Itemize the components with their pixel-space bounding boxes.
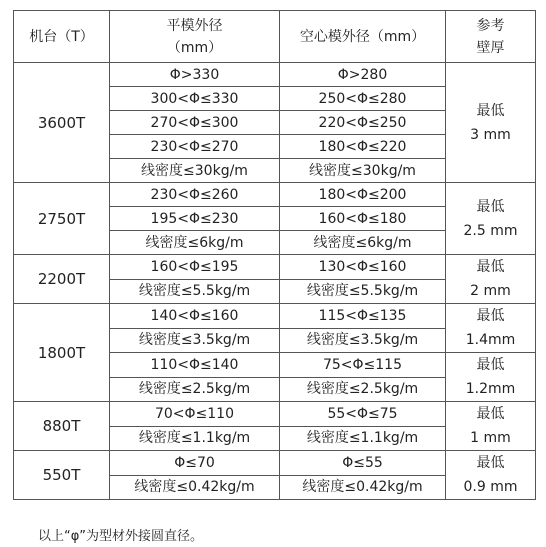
reference-wall-line: 最低: [476, 406, 505, 422]
table-row: [14, 451, 536, 476]
reference-wall-line: 最低: [476, 198, 505, 215]
reference-wall-cell: [446, 183, 536, 255]
table-row: [14, 402, 536, 427]
hollow-die-cell: 130<Φ≤160: [280, 255, 446, 280]
table-row: [14, 255, 536, 280]
reference-wall-cell: [446, 353, 536, 402]
hollow-die-cell: 线密度≤2.5kg/m: [280, 377, 446, 402]
flat-die-cell: 230<Φ≤260: [110, 183, 280, 207]
reference-wall-line: 1.4mm: [465, 332, 516, 348]
machine-cell: 880T: [14, 402, 110, 451]
hollow-die-cell: 75<Φ≤115: [280, 353, 446, 378]
hollow-die-cell: 115<Φ≤135: [280, 304, 446, 329]
reference-wall-line: 最低: [476, 455, 505, 471]
hollow-die-cell: 55<Φ≤75: [280, 402, 446, 427]
machine-cell: 1800T: [14, 304, 110, 402]
flat-die-cell: 70<Φ≤110: [110, 402, 280, 427]
flat-die-cell: 300<Φ≤330: [110, 87, 280, 111]
machine-cell: 2750T: [14, 183, 110, 255]
flat-die-cell: 160<Φ≤195: [110, 255, 280, 280]
flat-die-cell: 线密度≤0.42kg/m: [110, 475, 280, 500]
header-reference-line2: 壁厚: [476, 39, 505, 56]
machine-cell: 550T: [14, 451, 110, 500]
reference-wall-line: 0.9 mm: [463, 479, 518, 495]
reference-wall-line: 最低: [476, 259, 505, 275]
flat-die-cell: 140<Φ≤160: [110, 304, 280, 329]
table-row: [14, 183, 536, 207]
reference-wall-cell: [446, 63, 536, 183]
hollow-die-cell: 线密度≤5.5kg/m: [280, 279, 446, 304]
flat-die-cell: 线密度≤5.5kg/m: [110, 279, 280, 304]
reference-wall-line: 3 mm: [470, 126, 511, 143]
header-flat-die-line2: （mm）: [166, 39, 223, 56]
hollow-die-cell: 160<Φ≤180: [280, 207, 446, 231]
hollow-die-cell: 线密度≤30kg/m: [280, 159, 446, 183]
reference-wall-line: 最低: [476, 308, 505, 324]
flat-die-cell: 线密度≤3.5kg/m: [110, 328, 280, 353]
flat-die-cell: 270<Φ≤300: [110, 111, 280, 135]
machine-cell: 2200T: [14, 255, 110, 304]
hollow-die-cell: 220<Φ≤250: [280, 111, 446, 135]
reference-wall-cell: [446, 304, 536, 353]
header-flat-die-line1: 平模外径: [166, 17, 223, 34]
table-row: [14, 304, 536, 329]
header-machine: 机台（T）: [14, 11, 110, 63]
header-flat-die: [110, 11, 280, 63]
flat-die-cell: 110<Φ≤140: [110, 353, 280, 378]
flat-die-cell: 线密度≤1.1kg/m: [110, 426, 280, 451]
hollow-die-cell: 线密度≤0.42kg/m: [280, 475, 446, 500]
reference-wall-cell: [446, 451, 536, 500]
hollow-die-cell: 180<Φ≤220: [280, 135, 446, 159]
flat-die-cell: 线密度≤2.5kg/m: [110, 377, 280, 402]
hollow-die-cell: 线密度≤1.1kg/m: [280, 426, 446, 451]
reference-wall-line: 2 mm: [470, 283, 511, 299]
hollow-die-cell: 线密度≤3.5kg/m: [280, 328, 446, 353]
reference-wall-line: 1.2mm: [465, 381, 516, 397]
reference-wall-line: 最低: [476, 357, 505, 373]
flat-die-cell: Φ>330: [110, 63, 280, 87]
table-body: [14, 63, 536, 500]
flat-die-cell: 195<Φ≤230: [110, 207, 280, 231]
machine-cell: 3600T: [14, 63, 110, 183]
footnote: 以上“φ”为型材外接圆直径。: [38, 529, 204, 544]
hollow-die-cell: 250<Φ≤280: [280, 87, 446, 111]
hollow-die-cell: Φ>280: [280, 63, 446, 87]
reference-wall-line: 2.5 mm: [463, 222, 518, 239]
reference-wall-line: 1 mm: [470, 430, 511, 446]
hollow-die-cell: Φ≤55: [280, 451, 446, 476]
flat-die-cell: 线密度≤6kg/m: [110, 231, 280, 255]
flat-die-cell: 线密度≤30kg/m: [110, 159, 280, 183]
hollow-die-cell: 线密度≤6kg/m: [280, 231, 446, 255]
header-reference-wall: [446, 11, 536, 63]
flat-die-cell: Φ≤70: [110, 451, 280, 476]
header-hollow-die: 空心模外径（mm）: [280, 11, 446, 63]
reference-wall-cell: [446, 402, 536, 451]
reference-wall-cell: [446, 255, 536, 304]
reference-wall-line: 最低: [476, 102, 505, 119]
extrusion-spec-table: [13, 10, 536, 500]
table-row: [14, 63, 536, 87]
header-row: [14, 11, 536, 63]
flat-die-cell: 230<Φ≤270: [110, 135, 280, 159]
hollow-die-cell: 180<Φ≤200: [280, 183, 446, 207]
header-reference-line1: 参考: [476, 17, 505, 34]
